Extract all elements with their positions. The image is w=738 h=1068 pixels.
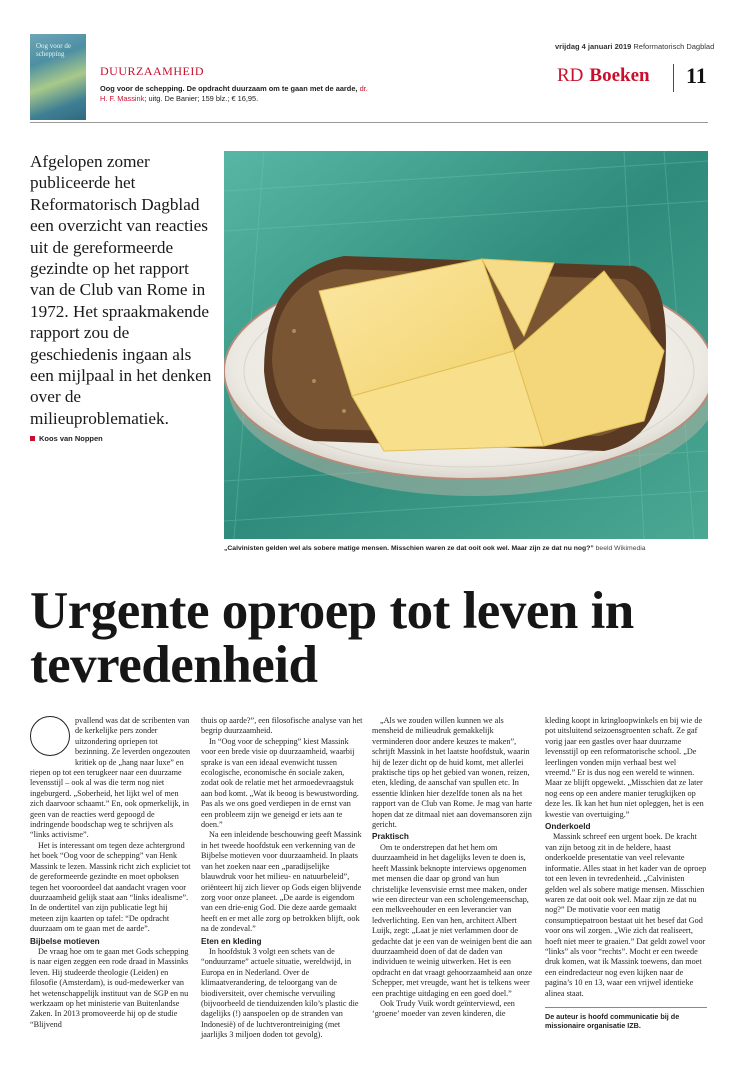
issue-date: vrijdag 4 januari 2019 xyxy=(555,42,632,51)
brand-divider xyxy=(673,64,674,92)
paragraph: In hoofdstuk 3 volgt een schets van de “onduurzame” actuele situatie, wereldwijd, in Europa en in Nederland. Over de klimaatverandering, de teloorgang van de biodiversiteit, over chemische vervuiling (bijvoorbeeld de tienduizenden kilo’s plastic die dagelijks (!) aanspoelen op de stranden van Indonesië) of de luchtverontreiniging (met jaarlijks 3 miljoen doden tot gevolg). xyxy=(201,946,359,1040)
section-rubric: DUURZAAMHEID xyxy=(100,64,204,78)
date-line xyxy=(555,42,714,51)
article-column-3 xyxy=(372,716,534,1020)
photo-illustration xyxy=(224,151,708,539)
paragraph: Na een inleidende beschouwing geeft Massink in het tweede hoofdstuk een verkenning van de Bijbelse motieven voor duurzaamheid. In plaats van het zoeken naar een „paradijselijke blauwdruk voor het milieu- en natuurbeleid”, oriënteert hij zich liever op Gods eigen blijvende zorg voor onze planeet. „De aarde is eigendom van een drie-enig God. Die deze aarde gemaakt heeft en er met alle zorg op betrokken blijft, ook na de zondeval.” xyxy=(201,830,362,934)
brand-prefix: RD xyxy=(557,65,584,86)
drop-cap-o xyxy=(30,716,70,756)
article-photo xyxy=(224,151,708,539)
book-info xyxy=(100,84,370,104)
byline-author: Koos van Noppen xyxy=(39,434,103,443)
paragraph: Het is interessant om tegen deze achtergrond het boek “Oog voor de schepping” van Henk Massink te lezen. Massink richt zich expliciet tot de gereformeerde gezindte en moet opboksen tegen het vooroordeel dat aandacht vragen voor duurzaamheid gelijk staat aan “links idealisme”. In de ondertitel van zijn publicatie legt hij meteen zijn kaarten op tafel: “De opdracht duurzaam om te gaan met de aarde”. xyxy=(30,840,191,934)
book-title: Oog voor de schepping. De opdracht duurzaam om te gaan met de aarde, xyxy=(100,84,358,93)
paragraph: Ook Trudy Vuik wordt geïnterviewd, een ‘groene’ moeder van zeven kinderen, die xyxy=(372,998,515,1019)
newspaper-name: Reformatorisch Dagblad xyxy=(633,42,715,51)
paragraph: De vraag hoe om te gaan met Gods schepping is naar eigen zeggen een rode draad in Massinks leven. Hij studeerde theologie (Leiden) en filosofie (Amsterdam), is oud-medewerker van het wetenschappelijk instituut van de SGP en nu werkzaam op het ministerie van Buitenlandse Zaken. In 2013 promoveerde hij op de studie “Blijvend xyxy=(30,946,189,1029)
footnote-divider xyxy=(545,1007,707,1008)
photo-credit: beeld Wikimedia xyxy=(595,545,646,552)
paragraph: pvallend was dat de scribenten van de kerkelijke pers zonder uitzondering opriepen tot bezinning. Ze leverden ongezouten kritiek op de „hang naar luxe” en riepen op tot een terugkeer naar een duurzame levensstijl – ook al was die term nog niet ingeburgerd. „Soberheid, het lijkt wel of men zich daarvoor schaamt.” En, ook opmerkelijk, in geen van de reacties werd gepoogd de indringende boodschap weg te schrijven als “links activisme”. xyxy=(30,716,191,840)
article-headline: Urgente oproep tot leven in tevredenheid xyxy=(30,582,634,694)
article-column-2 xyxy=(201,716,363,1041)
paragraph: In “Oog voor de schepping” kiest Massink voor een brede visie op duurzaamheid, waarbij sprake is van een ideaal evenwicht tussen ecologische, economische én sociale zaken, zodat ook de relatie met het armoedevraagstuk aan bod komt. „Wat ik beoog is bewustwording. Pas als we ons goed verdiepen in de ernst van een probleem zijn we geneigd er iets aan te doen.” xyxy=(201,736,359,830)
page-brand xyxy=(557,65,650,87)
subheading: Onderkoeld xyxy=(545,822,591,832)
intro-text: Afgelopen zomer publiceerde het Reformatorisch Dagblad een overzicht van reacties uit de gereformeerde gezindte op het rapport van de Club van Rome in 1972. Het spraakmakende rapport zou de geschiedenis ingaan als een mijlpaal in het denken over de milieuproblematiek. xyxy=(30,152,212,428)
byline xyxy=(30,434,103,443)
article-column-4 xyxy=(545,716,707,1030)
subheading: Eten en kleding xyxy=(201,936,262,946)
paragraph: Om te onderstrepen dat het hem om duurzaamheid in het dagelijks leven te doen is, heeft Massink beknopte interviews opgenomen met mensen die daar op grond van hun christelijke levensvisie ernst mee maken, onder wie een directeur van een scholengemeenschap, een melkveehouder en een leverancier van ledverlichting. Een van hen, architect Albert Luijk, zegt: „Laat je niet verlammen door de gedachte dat je een van de weinigen bent die aan duurzaamheid doen of dat de daden van individuen te weinig uitwerken. Het is een opdracht en dat vraagt gehoorzaamheid aan onze Schepper, met vreugde, want het is telkens weer een prachtige uitdaging en een goed doel.” xyxy=(372,842,533,998)
paragraph: kleding koopt in kringloopwinkels en bij wie de pot uitsluitend seizoensgroenten schaft. Ze gaf vorig jaar een gastles over haar duurzame levensstijl op een reformatorische school. „De leerlingen vonden mijn verhaal best wel vreemd.” Er is dus nog een wereld te winnen. Maar ze blijft opgewekt. „Misschien dat ze later nog eens op een andere manier terugkijken op deze les. Ik kan het hun niet opleggen, het is een kwestie van overtuiging.” xyxy=(545,716,704,819)
book-details: ; uitg. De Banier; 159 blz.; € 16,95. xyxy=(144,94,259,103)
author-footnote: De auteur is hoofd communicatie bij de missionaire organisatie IZB. xyxy=(545,1011,680,1030)
byline-marker-icon xyxy=(30,436,35,441)
book-author: dr. H. F. Massink xyxy=(100,84,368,103)
caption-text: „Calvinisten gelden wel als sobere matige mensen. Misschien waren ze dat ooit ook wel. Maar zijn ze dat nu nog?” xyxy=(224,545,594,552)
subheading: Praktisch xyxy=(372,832,409,842)
section-name: Boeken xyxy=(589,65,650,86)
photo-caption xyxy=(224,544,708,553)
subheading: Bijbelse motieven xyxy=(30,936,100,946)
article-column-1 xyxy=(30,716,192,1030)
book-cover-title: Oog voor de schepping xyxy=(36,42,71,58)
page-number: 11 xyxy=(686,63,707,88)
header-divider xyxy=(30,122,708,123)
paragraph: „Als we zouden willen kunnen we als mensheid de milieudruk gemakkelijk verminderen door andere keuzes te maken”, schrijft Massink in het laatste hoofdstuk, waarin hij de lezer dicht op de huid komt, met allerlei praktische tips op het gebied van wonen, reizen, eten, kleding, de aanschaf van spullen etc. In essentie klinken hier dezelfde tonen als na het rapport van de Club van Rome. Je mag van harte hopen dat ze ditmaal niet aan dovemansoren zijn gericht. xyxy=(372,716,533,830)
book-cover-thumbnail xyxy=(30,34,86,120)
paragraph: thuis op aarde?”, een filosofische analyse van het begrip duurzaamheid. xyxy=(201,716,363,736)
paragraph: Massink schreef een urgent boek. De kracht van zijn betoog zit in de heldere, haast onderkoelde presentatie van veel relevante informatie. Alles staat in het kader van de oproep tot een leven in tevredenheid. „Calvinisten gelden wel als sobere matige mensen. Misschien waren ze dat ooit ook wel. Maar zijn ze dat nu nog?” De motivatie voor een matig consumptiepatroon bestaat uit het besef dat God voor ons wil zorgen. „Wie zich dat realiseert, hoeft niet meer te graaien.” Dat geldt zowel voor “links” als voor “rechts”. Mocht er een tweede druk komen, wat ik Massink toewens, dan moet een eindredacteur nog even kijken naar de pagina’s 10 en 13, waar een vrijwel identieke alinea staat. xyxy=(545,832,707,998)
